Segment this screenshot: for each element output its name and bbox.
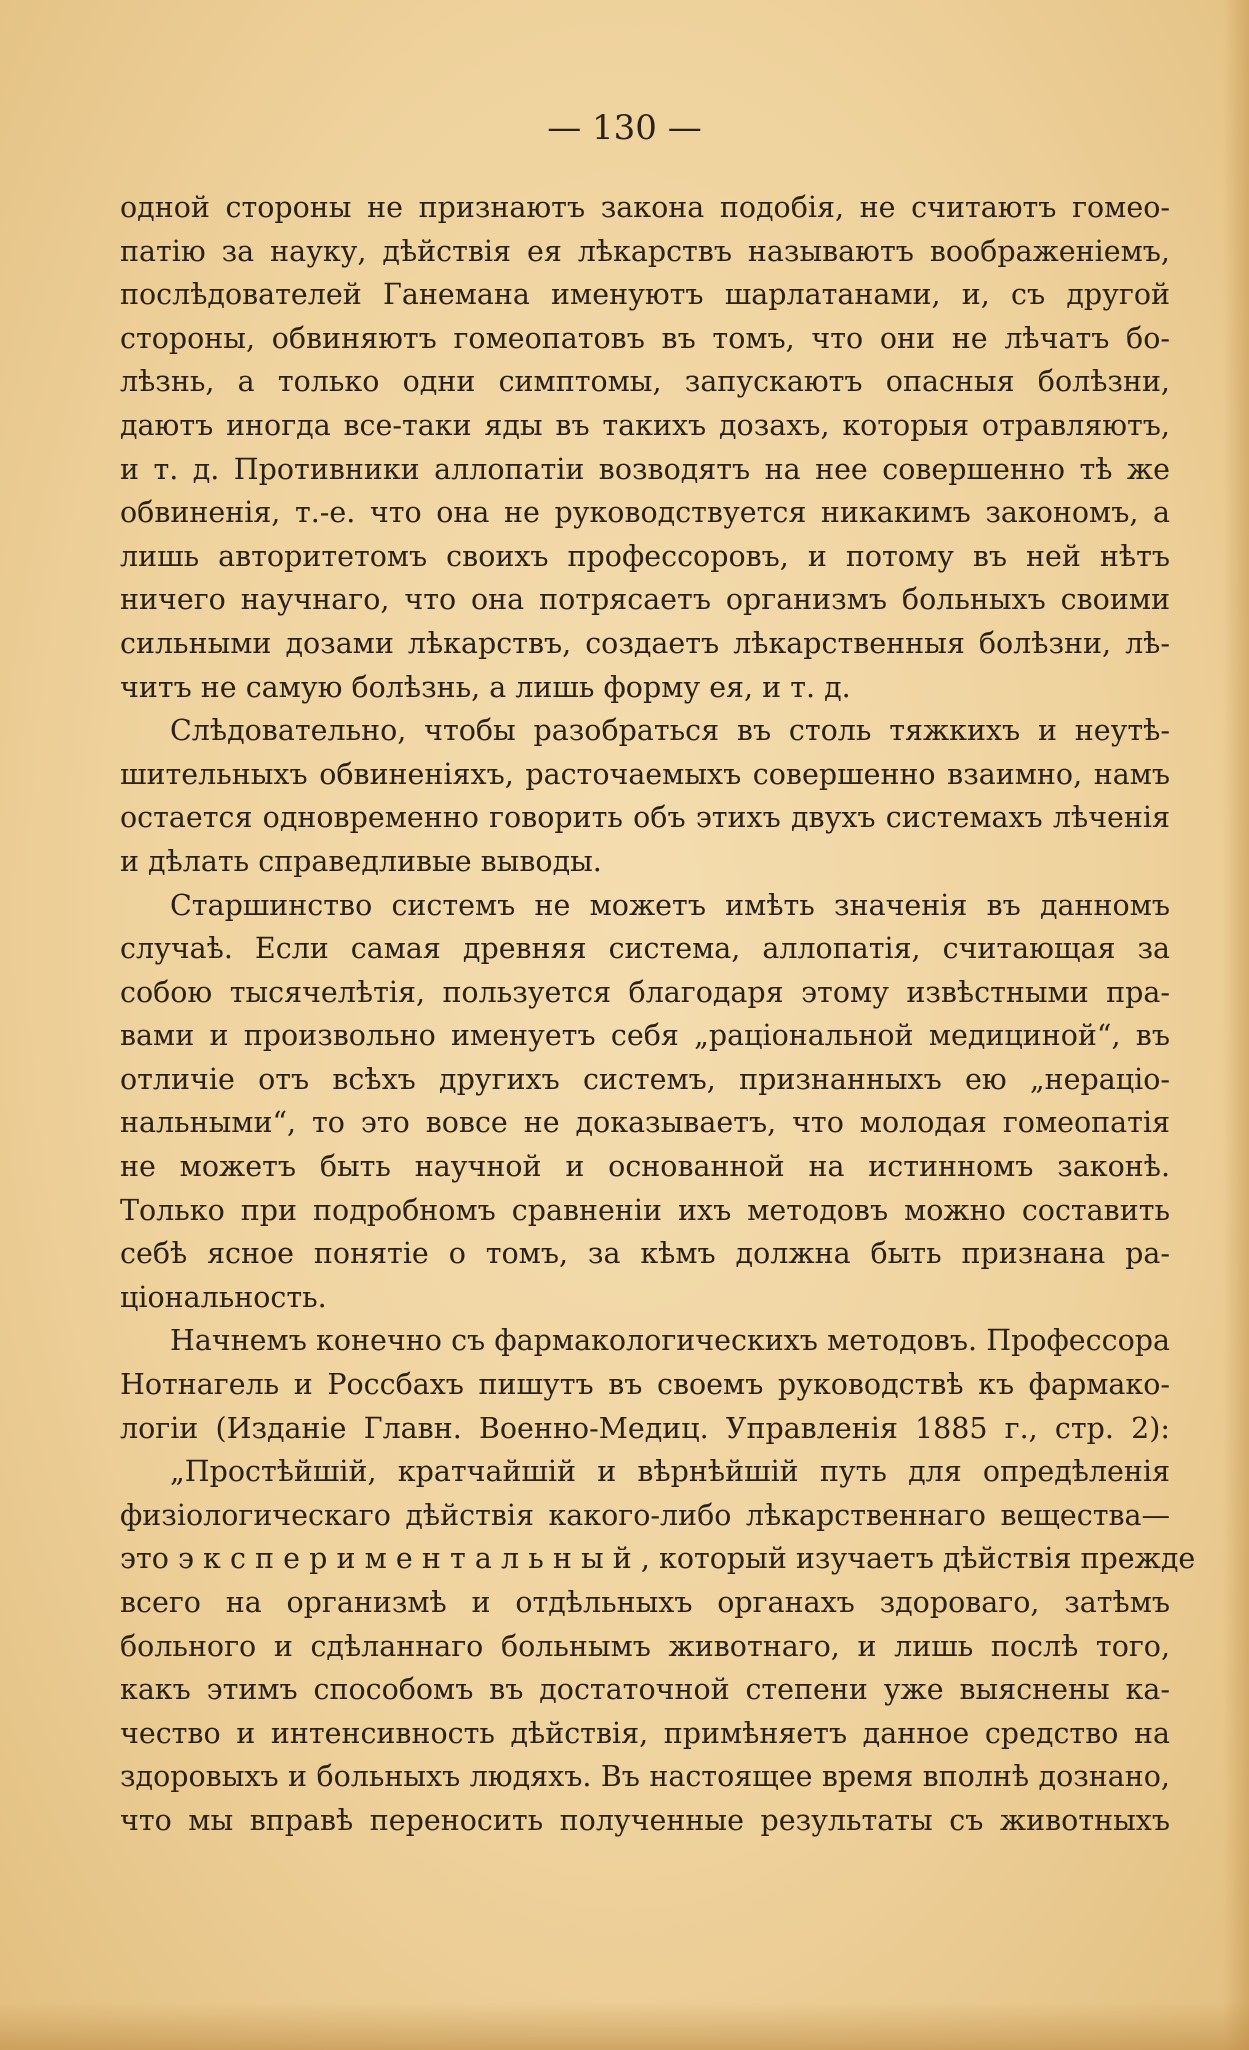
text-line: обвиненія, т.-е. что она не руководствуется никакимъ закономъ, а — [120, 496, 1170, 530]
page-edge-shadow — [1223, 0, 1249, 2050]
text-line: Только при подробномъ сравненіи ихъ методовъ можно составить — [120, 1193, 1170, 1227]
text-fragment: , который изучаетъ дѣйствія прежде — [640, 1542, 1196, 1576]
text-line: читъ не самую болѣзнь, а лишь форму ея, и т. д. — [120, 670, 851, 704]
paragraph-first-line: Старшинство системъ не можетъ имѣть значенія въ данномъ — [170, 888, 1170, 922]
text-line: не можетъ быть научной и основанной на истинномъ законѣ. — [120, 1150, 1170, 1184]
quote-first-line: „Простѣйшій, кратчайшій и вѣрнѣйшій путь для опредѣленія — [170, 1455, 1170, 1489]
paragraph-first-line: Начнемъ конечно съ фармакологическихъ методовъ. Профессора — [170, 1324, 1170, 1358]
text-line: себѣ ясное понятіе о томъ, за кѣмъ должна быть признана ра- — [120, 1237, 1170, 1271]
text-line: сильными дозами лѣкарствъ, создаетъ лѣкарственныя болѣзни, лѣ- — [120, 626, 1170, 660]
page-body-text — [120, 186, 1196, 1843]
text-line: даютъ иногда все-таки яды въ такихъ дозахъ, которыя отравляютъ, — [120, 408, 1170, 442]
text-line: больного и сдѣланнаго больнымъ животнаго, и лишь послѣ того, — [120, 1629, 1170, 1663]
text-line-with-spaced-word — [120, 1537, 1196, 1581]
text-line: послѣдователей Ганемана именуютъ шарлатанами, и, съ другой — [120, 278, 1170, 312]
text-line: нальными“, то это вовсе не доказываетъ, что молодая гомеопатія — [120, 1106, 1170, 1140]
text-line: шительныхъ обвиненіяхъ, расточаемыхъ совершенно взаимно, намъ — [120, 757, 1170, 791]
text-line: случаѣ. Если самая древняя система, аллопатія, считающая за — [120, 932, 1170, 966]
text-line: лишь авторитетомъ своихъ профессоровъ, и потому въ ней нѣтъ — [120, 539, 1170, 573]
page-number: — 130 — — [547, 108, 702, 148]
text-line: физіологическаго дѣйствія какого-либо лѣкарственнаго вещества— — [120, 1498, 1170, 1532]
text-line: отличіе отъ всѣхъ другихъ системъ, признанныхъ ею „нераціо- — [120, 1062, 1170, 1096]
text-line: собою тысячелѣтія, пользуется благодаря этому извѣстными пра- — [120, 975, 1170, 1009]
text-line: ничего научнаго, что она потрясаетъ организмъ больныхъ своими — [120, 583, 1170, 617]
paragraph-first-line: Слѣдовательно, чтобы разобраться въ столь тяжкихъ и неутѣ- — [170, 714, 1170, 748]
text-line: патію за науку, дѣйствія ея лѣкарствъ называютъ воображеніемъ, — [120, 234, 1170, 268]
text-line: вами и произвольно именуетъ себя „раціональной медициной“, въ — [120, 1019, 1170, 1053]
text-line: одной стороны не признаютъ закона подобія, не считаютъ гомео- — [120, 191, 1170, 224]
text-line: и дѣлать справедливые выводы. — [120, 844, 602, 878]
text-line: всего на организмѣ и отдѣльныхъ органахъ здороваго, затѣмъ — [120, 1586, 1170, 1619]
text-line: лѣзнь, а только одни симптомы, запускаютъ опасныя болѣзни, — [120, 365, 1170, 399]
text-line: остается одновременно говорить объ этихъ двухъ системахъ лѣченія — [120, 801, 1170, 835]
text-line: логіи (Изданіе Главн. Военно-Медиц. Управленія 1885 г., стр. 2): — [120, 1411, 1170, 1445]
text-line: что мы вправѣ переносить полученные результаты съ животныхъ — [120, 1803, 1170, 1837]
text-line: Нотнагель и Россбахъ пишутъ въ своемъ руководствѣ къ фармако- — [120, 1368, 1170, 1402]
text-line: и т. д. Противники аллопатіи возводятъ на нее совершенно тѣ же — [120, 452, 1170, 486]
page-bottom-shadow — [0, 2002, 1249, 2050]
text-line: стороны, обвиняютъ гомеопатовъ въ томъ, что они не лѣчатъ бо- — [120, 321, 1170, 355]
text-line: ціональность. — [120, 1280, 327, 1314]
text-line: здоровыхъ и больныхъ людяхъ. Въ настоящее время вполнѣ дознано, — [120, 1760, 1170, 1794]
text-line: чество и интенсивность дѣйствія, примѣняетъ данное средство на — [120, 1716, 1170, 1750]
text-line: какъ этимъ способомъ въ достаточной степени уже выяснены ка- — [120, 1673, 1170, 1707]
emphasized-spaced-word: экспериментальный — [177, 1542, 641, 1576]
text-fragment: это — [120, 1542, 178, 1576]
